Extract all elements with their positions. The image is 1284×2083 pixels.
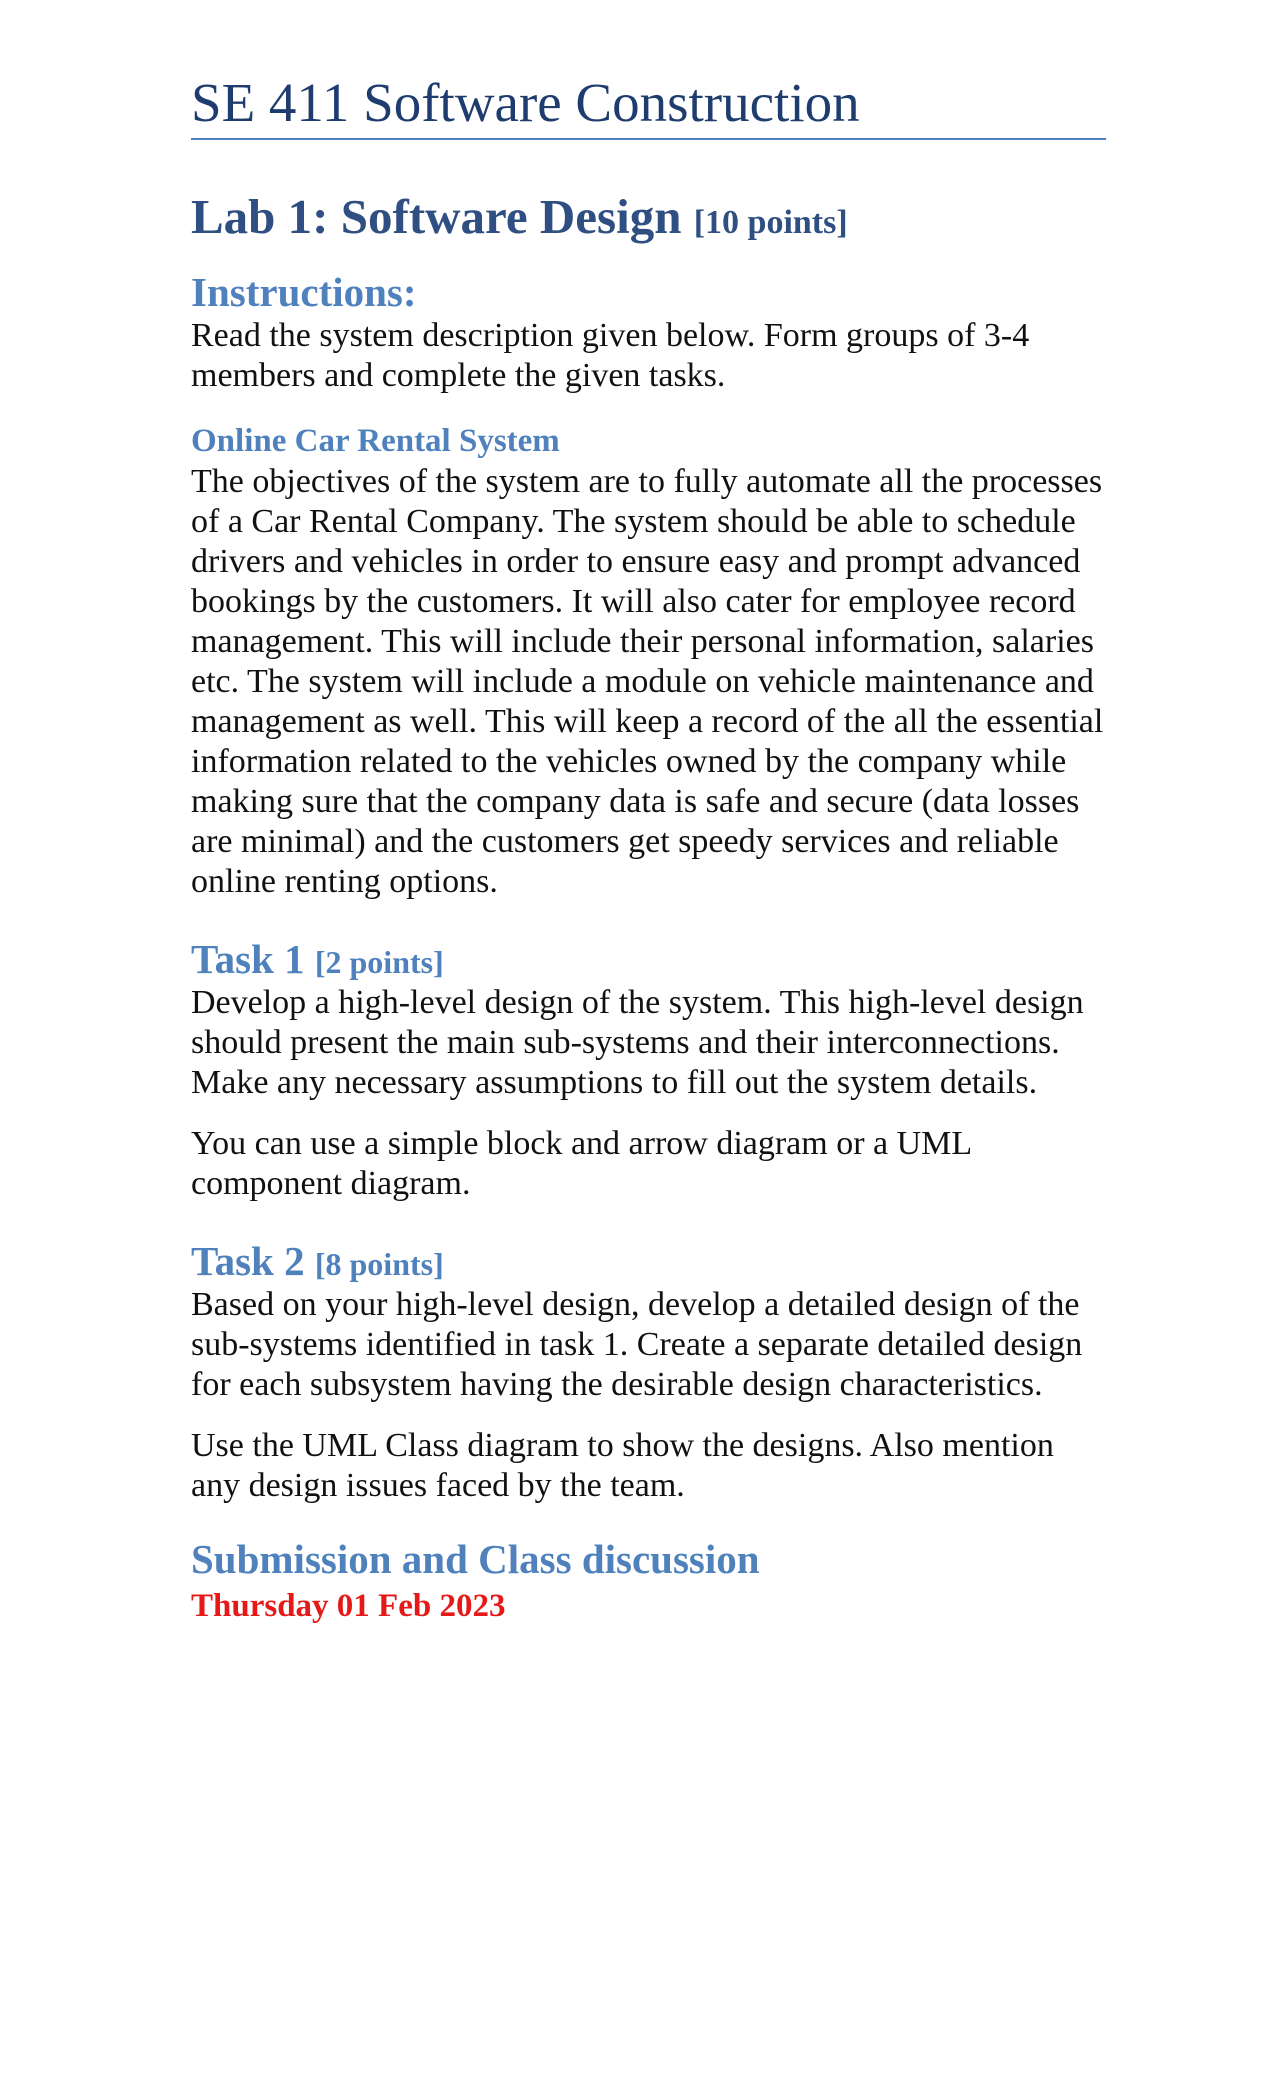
lab-points: [10 points] (693, 204, 848, 241)
task1-paragraph-1: Develop a high-level design of the system. This high-level design should present the main sub-systems and their interconnections. Make any necessary assumptions to fill out the system details. (191, 983, 1084, 1101)
task1-points: [2 points] (314, 943, 444, 980)
task2-title: Task 2 (191, 1237, 305, 1284)
document-title: SE 411 Software Construction (191, 70, 1106, 140)
task2-heading (191, 1238, 1106, 1285)
task2-paragraph-2: Use the UML Class diagram to show the designs. Also mention any design issues faced by the team. (191, 1426, 1054, 1504)
system-description: The objectives of the system are to fully automate all the processes of a Car Rental Company. The system should be able to schedule drivers and vehicles in order to ensure easy and prompt advanced bookings by the customers. It will also cater for employee record management. This will include their personal information, salaries etc. The system will include a module on vehicle maintenance and management as well. This will keep a record of the all the essential information related to the vehicles owned by the company while making sure that the company data is safe and secure (data losses are minimal) and the customers get speedy services and reliable online renting options. (191, 462, 1104, 900)
task2-points: [8 points] (314, 1245, 444, 1282)
lab-heading-text: Lab 1: Software Design (191, 189, 682, 244)
lab-heading (191, 188, 1106, 247)
task2-paragraph-1: Based on your high-level design, develop a detailed design of the sub-systems identified in task 1. Create a separate detailed design for each subsystem having the desirable design characteristics. (191, 1285, 1083, 1403)
task1-paragraph-2: You can use a simple block and arrow diagram or a UML component diagram. (191, 1124, 971, 1202)
submission-date: Thursday 01 Feb 2023 (191, 1587, 506, 1624)
task1-title: Task 1 (191, 935, 305, 982)
instructions-text: Read the system description given below. Form groups of 3-4 members and complete the given tasks. (191, 316, 1030, 394)
document-page (191, 70, 1106, 1627)
system-heading: Online Car Rental System (191, 422, 560, 459)
instructions-heading: Instructions: (191, 268, 417, 315)
submission-heading: Submission and Class discussion (191, 1535, 760, 1582)
task1-heading (191, 936, 1106, 983)
